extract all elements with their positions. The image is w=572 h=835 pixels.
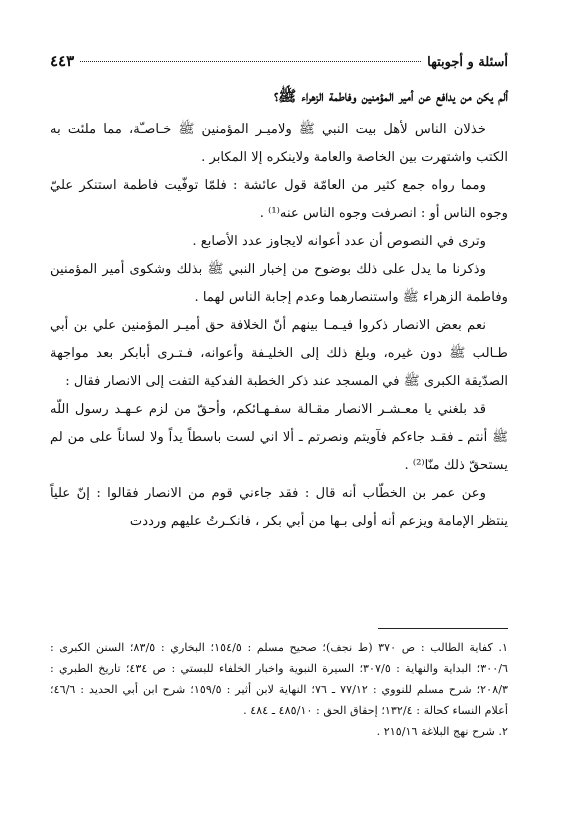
paragraph-1: خذلان الناس لأهل بيت النبي ﷺ ولاميـر المؤمنين ﷺ خـاصـّة، مما ملئت به الكتب واشتهرت بين الخاصة والعامة ولاينكره إلا المكابر . (50, 122, 508, 165)
paragraph-6-quote: قد بلغني يا معـشـر الانصار مقـالة سفـهـائكم، وأحقّ من لزم عـهـد رسول اللّه ﷺ أنتم ـ فقـد جاءكم فآويتم ونصرتم ـ ألا اني لست باسطاً يداً ولا لساناً على من لم يستحقّ ذلك منّا⁽²⁾ . (50, 402, 508, 473)
paragraph-4: وذكرنا ما يدل على ذلك بوضوح من إخبار النبي ﷺ بذلك وشكوى أمير المؤمنين وفاطمة الزهراء ﷺ واستنصارهما وعدم إجابة الناس لهما . (50, 262, 508, 305)
header-title: أسئلة و أجوبتها (427, 55, 508, 70)
page-number: ٤٤٣ (50, 52, 75, 70)
footnote-2: ٢. شرح نهج البلاغة ٢١٥/١٦ . (376, 725, 508, 738)
footnotes (50, 628, 508, 742)
running-header (50, 52, 508, 70)
question-title: ألم يكن من يدافع عن أمير المؤمنين وفاطمة الزهراء ﷺ؟ (274, 87, 508, 105)
footnote-separator (378, 628, 508, 629)
paragraph-7: وعن عمر بن الخطّاب أنه قال : فقد جاءني قوم من الانصار فقالوا : إنّ علياً ينتظر الإمامة ويزعم أنه أولى بـها من أبي بكر ، فانكـرتُ عليهم ورددت (50, 486, 508, 529)
header-dotted-leader (80, 61, 421, 62)
paragraph-5: نعم بعض الانصار ذكروا فيـمـا بينهم أنّ الخلافة حق أميـر المؤمنين علي بن أبي طـالب ﷺ دون غيره، وبلغ ذلك إلى الخليـفة وأعوانه، فـتـرى أبابكر بعد مواجهة الصدّيقة الكبرى ﷺ في المسجد عند ذكر الخطبة الفدكية التفت إلى الانصار فقال : (50, 318, 508, 389)
paragraph-2: ومما رواه جمع كثير من العامّة قول عائشة : فلمّا توفّيت فاطمة استنكر عليّ وجوه الناس أو : انصرفت وجوه الناس عنه⁽¹⁾ . (50, 178, 508, 221)
footnote-1: ١. كفاية الطالب : ص ٣٧٠ (ط نجف)؛ صحيح مسلم : ١٥٤/٥؛ البخاري : ٨٣/٥؛ السنن الكبرى : ٣٠٠/٦؛ البداية والنهاية : ٣٠٧/٥؛ السيرة النبوية واخبار الخلفاء للبستي : ص ٤٣٤؛ تاريخ الطبري : ٢٠٨/٣؛ شرح مسلم للنووي : ٧٧/١٢ ـ ٧٦؛ النهاية لابن أثير : ١٥٩/٥؛ شرح ابن أبي الحديد : ٤٦/٦؛ أعلام النساء كحالة : ١٣٢/٤؛ إحقاق الحق : ٤٨٥/١٠ ـ ٤٨٤ . (50, 641, 509, 717)
paragraph-3: وترى في النصوص أن عدد أعوانه لايجاوز عدد الأصابع . (192, 234, 486, 249)
body-text (50, 116, 508, 536)
